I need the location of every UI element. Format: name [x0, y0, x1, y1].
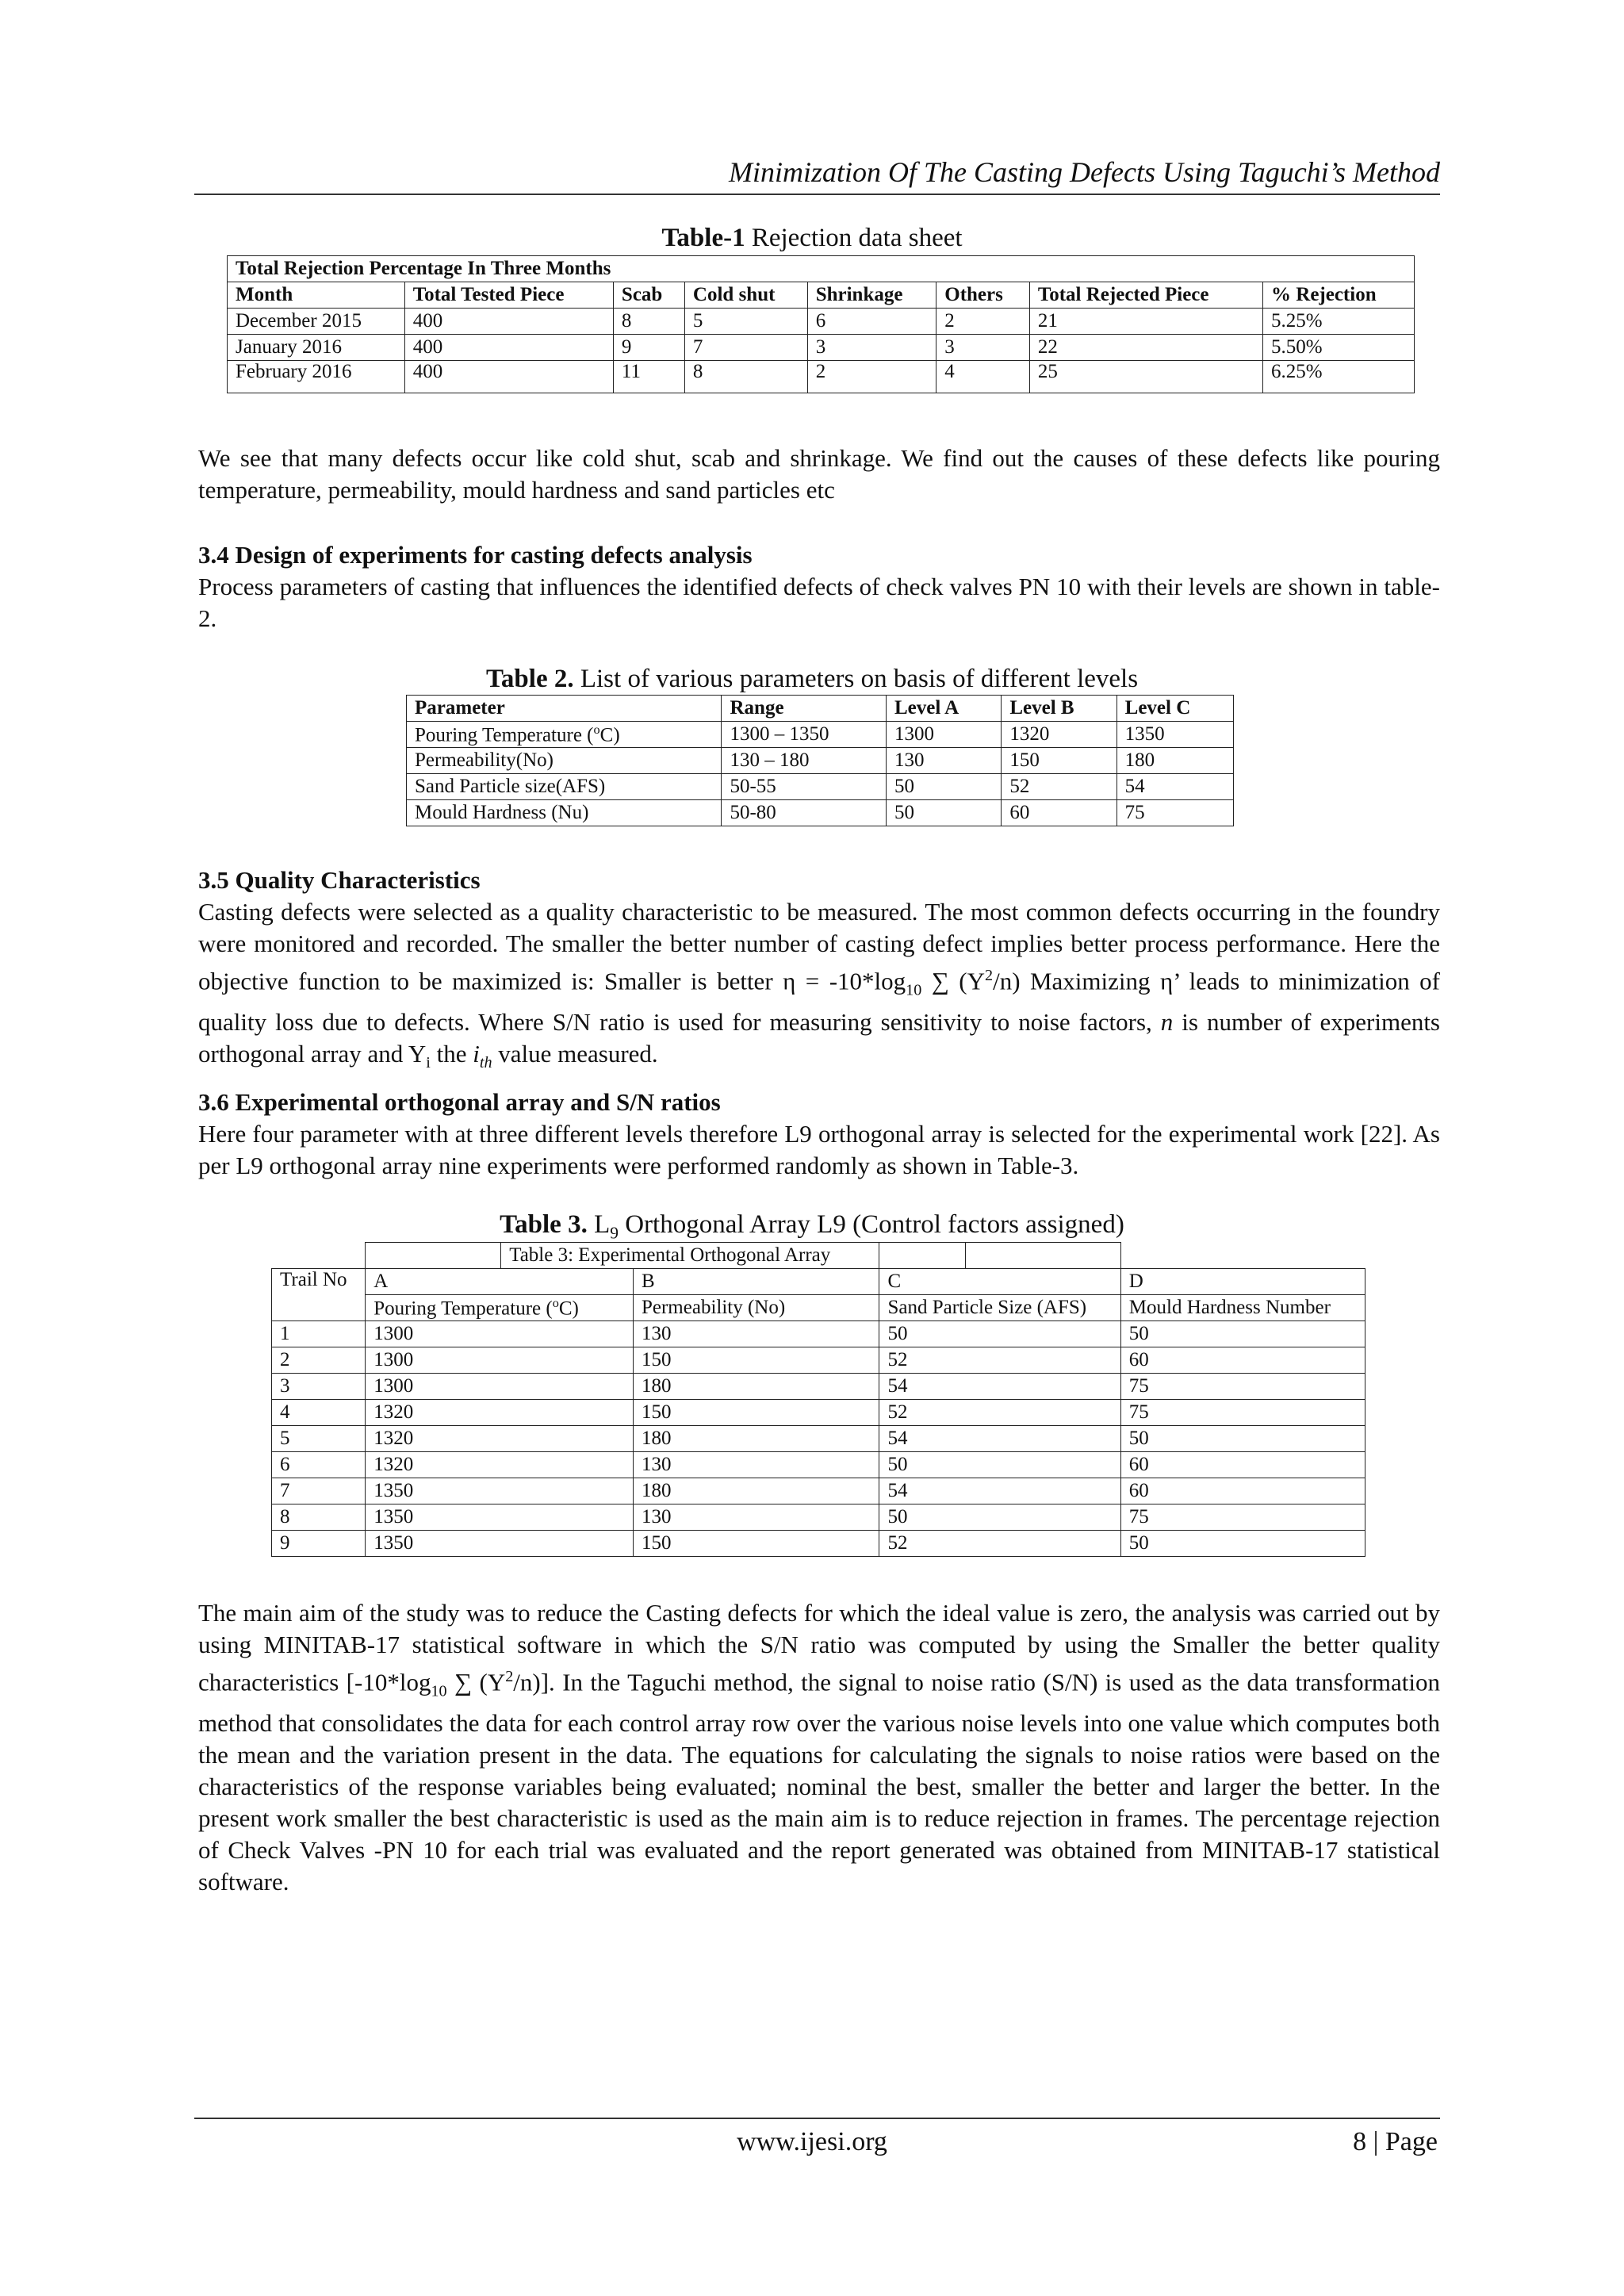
table3-cell: 150 [633, 1531, 879, 1557]
table1-group-row [228, 256, 1415, 282]
table1-cell: 4 [936, 361, 1030, 393]
section-body [198, 896, 1440, 1079]
table3-split-right [966, 1243, 1120, 1268]
table2-cell: 75 [1116, 800, 1233, 826]
table2-cell: 130 – 180 [722, 748, 887, 774]
table2-cell: 52 [1002, 774, 1116, 800]
section-3-5 [198, 864, 1440, 1079]
table2-cell: 1300 – 1350 [722, 722, 887, 748]
paragraph-text [198, 1597, 1440, 1898]
table1-cell: 5 [684, 309, 807, 335]
italic-i: i [473, 1039, 480, 1068]
table1-cell: 11 [613, 361, 684, 393]
body-text: the [430, 1039, 473, 1068]
table2-col: Level B [1002, 696, 1116, 722]
table1 [227, 255, 1415, 393]
table3-cell: 54 [879, 1374, 1120, 1400]
table3-cell: 60 [1120, 1478, 1365, 1504]
table3-cell: 180 [633, 1374, 879, 1400]
table2-cell: 180 [1116, 748, 1233, 774]
table2-col: Range [722, 696, 887, 722]
table3-cell: 54 [879, 1426, 1120, 1452]
table3-split-left [879, 1243, 966, 1268]
table1-cell: 400 [404, 309, 613, 335]
table1-cell: 22 [1029, 335, 1262, 361]
log-subscript: 10 [906, 981, 922, 999]
table1-col: Total Rejected Piece [1029, 282, 1262, 309]
table3-split [879, 1243, 1120, 1268]
log-subscript: 10 [431, 1682, 447, 1700]
table3-cell: 130 [633, 1504, 879, 1531]
table1-col: Others [936, 282, 1030, 309]
table3-cell: 1300 [366, 1347, 634, 1374]
table3-cell: 50 [879, 1452, 1120, 1478]
table1-row [228, 309, 1415, 335]
table3-blank-cell [272, 1243, 366, 1269]
body-text: is number of experiments orthogonal array and Y [198, 1007, 1440, 1068]
table3-factor-name [366, 1295, 634, 1321]
table3-blank-cell [366, 1243, 501, 1269]
table1-cell: 5.25% [1263, 309, 1415, 335]
section-heading: 3.4 Design of experiments for casting defects analysis [198, 541, 753, 569]
table3-cell: 1350 [366, 1531, 634, 1557]
table3-cell: 50 [1120, 1321, 1365, 1347]
table3-caption-text: L [587, 1210, 611, 1239]
square-sup: 2 [985, 967, 994, 984]
table2-caption-label: Table 2. [485, 665, 574, 693]
table1-cell: 2 [807, 361, 936, 393]
table1-cell: 3 [807, 335, 936, 361]
degree-sup: o [593, 722, 600, 737]
table3-cell: 75 [1120, 1374, 1365, 1400]
table3-title-row [272, 1243, 1365, 1269]
i-subscript: i [426, 1053, 431, 1071]
body-text: /n)]. In the Taguchi method, the signal to noise ratio (S/N) is used as the data transformation method that consolidates the data for each control array row over the various noise levels into one value which computes both the mean and the variation present in the data. The equations for calculating the signals to noise ratios were based on the characteristics of the response variables being evaluated; nominal the best, smaller the better and larger the better. In the present work smaller the best characteristic is used as the main aim is to reduce rejection in frames. The percentage rejection of Check Valves -PN 10 for each trial was evaluated and the report generated was obtained from MINITAB-17 statistical software. [198, 1668, 1441, 1895]
table3-cell: 2 [272, 1347, 366, 1374]
table1-col: % Rejection [1263, 282, 1415, 309]
table3-cell: 180 [633, 1478, 879, 1504]
body-text: ∑ (Y [446, 1668, 506, 1696]
table3-cell: 9 [272, 1531, 366, 1557]
table3-cell: 50 [1120, 1426, 1365, 1452]
table3-row [272, 1321, 1365, 1347]
body-text: Casting defects were selected as a quality characteristic to be measured. The most common defects occurring in the foundry were monitored and recorded. The smaller the better number of casting defect implies better process performance. Here the objective function to be maximized is: Smaller is better η = -10*log [198, 898, 1440, 995]
table3-cell: 50 [879, 1321, 1120, 1347]
table1-header-row [228, 282, 1415, 309]
table3-cell: 6 [272, 1452, 366, 1478]
table2-cell: Mould Hardness (Nu) [407, 800, 722, 826]
table1-cell: 6 [807, 309, 936, 335]
section-body: Process parameters of casting that influences the identified defects of check valves PN 10 with their levels are shown in table-2. [198, 573, 1440, 632]
table2-cell [407, 722, 722, 748]
table3-factor-letter: B [633, 1269, 879, 1295]
table2-cell: Sand Particle size(AFS) [407, 774, 722, 800]
table1-cell: 8 [613, 309, 684, 335]
table3-factor-letter: C [879, 1269, 1120, 1295]
table1-cell: February 2016 [228, 361, 405, 393]
table2-cell-text: C) [599, 724, 620, 746]
table3 [271, 1242, 1365, 1557]
table2-row [407, 774, 1234, 800]
table1-cell: 3 [936, 335, 1030, 361]
table2-cell: 50-55 [722, 774, 887, 800]
table2-cell-text: Pouring Temperature ( [415, 724, 594, 746]
section-heading: 3.6 Experimental orthogonal array and S/N ratios [198, 1088, 721, 1116]
footer-rule [194, 2118, 1440, 2119]
table1-col: Month [228, 282, 405, 309]
table3-row [272, 1531, 1365, 1557]
table2-cell: 50 [887, 774, 1002, 800]
table2-header-row [407, 696, 1234, 722]
table3-caption-text: Orthogonal Array L9 (Control factors assigned) [618, 1210, 1124, 1239]
table3-letter-row [272, 1269, 1365, 1295]
table1-caption-text: Rejection data sheet [745, 224, 963, 252]
section-3-6 [198, 1087, 1440, 1182]
paragraph-defects [198, 443, 1440, 506]
table2-caption-text: List of various parameters on basis of different levels [573, 665, 1139, 693]
table2-cell: 130 [887, 748, 1002, 774]
table1-cell: 6.25% [1263, 361, 1415, 393]
table1-caption-label: Table-1 [661, 224, 745, 252]
table3-cell: 1 [272, 1321, 366, 1347]
table2-cell: 50-80 [722, 800, 887, 826]
table3-cell: 54 [879, 1478, 1120, 1504]
footer-url: www.ijesi.org [737, 2127, 887, 2156]
table3-cell: 8 [272, 1504, 366, 1531]
table3-cell: 1320 [366, 1400, 634, 1426]
table3-factor-letter: A [366, 1269, 634, 1295]
table3-row [272, 1374, 1365, 1400]
degree-sup: o [552, 1295, 559, 1310]
table1-col: Scab [613, 282, 684, 309]
table1-cell: 5.50% [1263, 335, 1415, 361]
table3-caption-label: Table 3. [500, 1210, 588, 1239]
table3-cell: 7 [272, 1478, 366, 1504]
table2-cell: 1320 [1002, 722, 1116, 748]
table2-cell: 1300 [887, 722, 1002, 748]
table2-col: Level C [1116, 696, 1233, 722]
table2-col: Parameter [407, 696, 722, 722]
table1-cell: 21 [1029, 309, 1262, 335]
section-body: Here four parameter with at three different levels therefore L9 orthogonal array is selected for the experimental work [22]. As per L9 orthogonal array nine experiments were performed randomly as shown in Table-3. [198, 1120, 1440, 1179]
table1-row [228, 335, 1415, 361]
table2-row [407, 748, 1234, 774]
table3-cell: 5 [272, 1426, 366, 1452]
table3-cell: 130 [633, 1321, 879, 1347]
table2-row [407, 722, 1234, 748]
table1-cell: January 2016 [228, 335, 405, 361]
table3-cell: 1320 [366, 1452, 634, 1478]
table3-cell: 180 [633, 1426, 879, 1452]
table3-factor-row [272, 1295, 1365, 1321]
table3-cell: 1300 [366, 1321, 634, 1347]
table3-cell: 1300 [366, 1374, 634, 1400]
table3-cell: 60 [1120, 1347, 1365, 1374]
table3-cell: 4 [272, 1400, 366, 1426]
body-text: /n) Maximizing η’ leads to minimization of quality loss due to defects. Where S/N ratio is used for measuring sensitivity to noise factors, [198, 967, 1440, 1036]
table3-factor-name: Sand Particle Size (AFS) [879, 1295, 1120, 1321]
table2-cell: Permeability(No) [407, 748, 722, 774]
table1-col: Shrinkage [807, 282, 936, 309]
th-subscript [480, 1054, 492, 1071]
section-3-4 [198, 539, 1440, 634]
header-rule [194, 194, 1440, 195]
table3-cell: 130 [633, 1452, 879, 1478]
table3-cell: 75 [1120, 1504, 1365, 1531]
table1-cell: December 2015 [228, 309, 405, 335]
table3-trail-label: Trail No [272, 1269, 366, 1321]
factor-text: Pouring Temperature ( [373, 1297, 553, 1320]
body-text: value measured. [492, 1039, 658, 1068]
table3-cell: 1350 [366, 1504, 634, 1531]
table3-cell: 1350 [366, 1478, 634, 1504]
table3-cell: 3 [272, 1374, 366, 1400]
table3-row [272, 1347, 1365, 1374]
table3-cell: 50 [879, 1504, 1120, 1531]
table2-caption [0, 665, 1624, 694]
table3-cell: 150 [633, 1347, 879, 1374]
table3-row [272, 1452, 1365, 1478]
table2-cell: 50 [887, 800, 1002, 826]
table3-row [272, 1504, 1365, 1531]
table3-caption [0, 1210, 1624, 1244]
table2-col: Level A [887, 696, 1002, 722]
table1-cell: 2 [936, 309, 1030, 335]
paragraph-text: We see that many defects occur like cold shut, scab and shrinkage. We find out the causes of these defects like pouring temperature, permeability, mould hardness and sand particles etc [198, 444, 1440, 504]
italic-th: th [479, 1053, 492, 1071]
table3-factor-letter: D [1120, 1269, 1365, 1295]
table2 [406, 695, 1234, 826]
paragraph-analysis [198, 1597, 1440, 1898]
table2-cell: 54 [1116, 774, 1233, 800]
table3-split-cell [879, 1243, 1120, 1269]
table3-cell: 52 [879, 1531, 1120, 1557]
table1-group-title: Total Rejection Percentage In Three Months [228, 256, 1415, 282]
running-title: Minimization Of The Casting Defects Using Taguchi’s Method [728, 156, 1440, 188]
table3-row [272, 1478, 1365, 1504]
table2-cell: 60 [1002, 800, 1116, 826]
table3-cell: 52 [879, 1400, 1120, 1426]
table3-cell: 50 [1120, 1531, 1365, 1557]
table1-caption [0, 224, 1624, 253]
section-heading: 3.5 Quality Characteristics [198, 866, 481, 894]
table3-factor-name: Mould Hardness Number [1120, 1295, 1365, 1321]
table3-inner-title: Table 3: Experimental Orthogonal Array [501, 1243, 879, 1269]
table3-cell: 1320 [366, 1426, 634, 1452]
table3-cell: 150 [633, 1400, 879, 1426]
table3-factor-name: Permeability (No) [633, 1295, 879, 1321]
table2-cell: 1350 [1116, 722, 1233, 748]
table2-row [407, 800, 1234, 826]
table3-caption-sub: 9 [610, 1223, 619, 1243]
table1-col: Total Tested Piece [404, 282, 613, 309]
table1-cell: 7 [684, 335, 807, 361]
table1-col: Cold shut [684, 282, 807, 309]
table1-cell: 8 [684, 361, 807, 393]
table3-cell: 60 [1120, 1452, 1365, 1478]
square-sup: 2 [505, 1668, 514, 1685]
table2-cell: 150 [1002, 748, 1116, 774]
table1-cell: 400 [404, 361, 613, 393]
table3-row [272, 1400, 1365, 1426]
body-text: The main aim of the study was to reduce the Casting defects for which the ideal value is zero, the analysis was carried out by using MINITAB-17 statistical software in which the S/N ratio was computed by using the Smaller the better quality characteristics [-10*log [198, 1599, 1440, 1696]
table3-cell: 52 [879, 1347, 1120, 1374]
table3-cell: 75 [1120, 1400, 1365, 1426]
table1-cell: 400 [404, 335, 613, 361]
italic-n: n [1160, 1007, 1174, 1036]
factor-text: C) [558, 1297, 579, 1320]
table3-row [272, 1426, 1365, 1452]
footer-page-number: 8 | Page [1353, 2127, 1438, 2156]
body-text: ∑ (Y [921, 967, 986, 995]
table1-cell: 25 [1029, 361, 1262, 393]
table1-row [228, 361, 1415, 393]
table1-cell: 9 [613, 335, 684, 361]
